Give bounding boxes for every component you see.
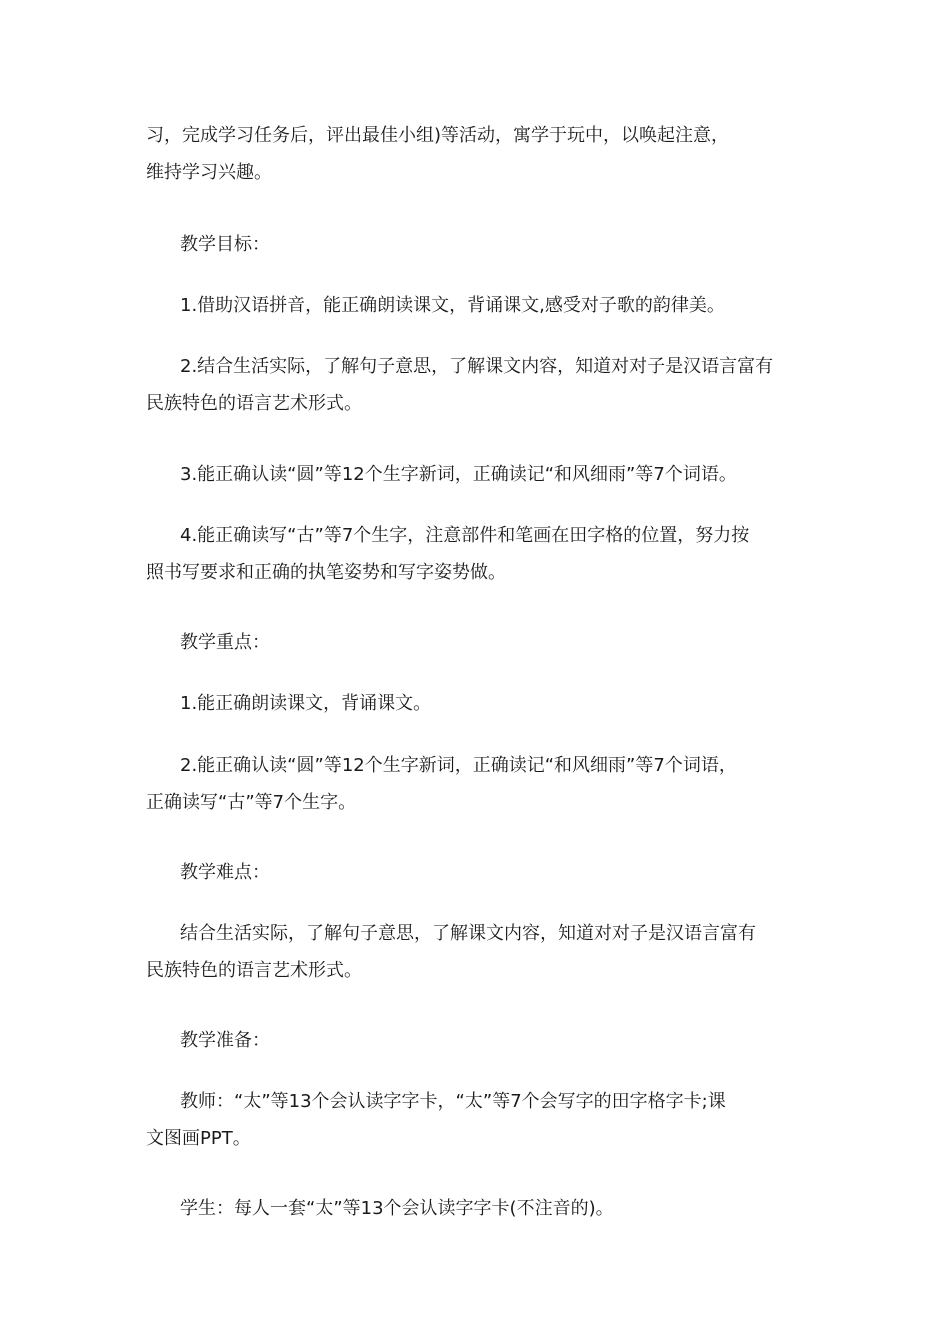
text-line: 学生：每人一套“太”等13个会认读字字卡(不注音的)。 (180, 1198, 614, 1219)
text-line: 正确读写“古”等7个生字。 (146, 792, 357, 813)
goal-item-3 (146, 456, 806, 493)
text-line: 2.能正确认读“圆”等12个生字新词，正确读记“和风细雨”等7个词语， (180, 755, 737, 776)
preparation-student (146, 1190, 806, 1227)
text-line: 2.结合生活实际，了解句子意思，了解课文内容，知道对对子是汉语言富有 (180, 356, 774, 377)
text-line: 文图画PPT。 (146, 1128, 251, 1149)
text-line: 习，完成学习任务后，评出最佳小组)等活动，寓学于玩中，以唤起注意， (146, 125, 730, 146)
focus-item-2 (146, 747, 806, 821)
text-line: 3.能正确认读“圆”等12个生字新词，正确读记“和风细雨”等7个词语。 (180, 464, 737, 485)
text-line: 照书写要求和正确的执笔姿势和写字姿势做。 (146, 562, 506, 583)
text-line: 1.能正确朗读课文，背诵课文。 (180, 693, 432, 714)
text-line: 维持学习兴趣。 (146, 162, 272, 183)
goal-item-4 (146, 517, 806, 591)
difficulty-text (146, 915, 806, 989)
heading-teaching-preparation (146, 1022, 806, 1059)
text-line: 教学重点： (180, 632, 270, 653)
text-line: 教学准备： (180, 1030, 270, 1051)
text-line: 4.能正确读写“古”等7个生字，注意部件和笔画在田字格的位置，努力按 (180, 525, 750, 546)
goal-item-1 (146, 287, 806, 324)
text-line: 结合生活实际，了解句子意思，了解课文内容，知道对对子是汉语言富有 (180, 923, 756, 944)
text-line: 教师：“太”等13个会认读字字卡，“太”等7个会写字的田字格字卡;课 (180, 1091, 726, 1112)
heading-teaching-difficulty (146, 854, 806, 891)
text-line: 民族特色的语言艺术形式。 (146, 393, 362, 414)
text-line: 1.借助汉语拼音，能正确朗读课文，背诵课文,感受对子歌的韵律美。 (180, 295, 725, 316)
text-line: 民族特色的语言艺术形式。 (146, 960, 362, 981)
heading-teaching-goals (146, 226, 806, 263)
focus-item-1 (146, 685, 806, 722)
goal-item-2 (146, 348, 806, 422)
preparation-teacher (146, 1083, 806, 1157)
heading-teaching-focus (146, 624, 806, 661)
text-line: 教学难点： (180, 862, 270, 883)
text-line: 教学目标： (180, 234, 270, 255)
paragraph-intro-continuation (146, 117, 806, 191)
